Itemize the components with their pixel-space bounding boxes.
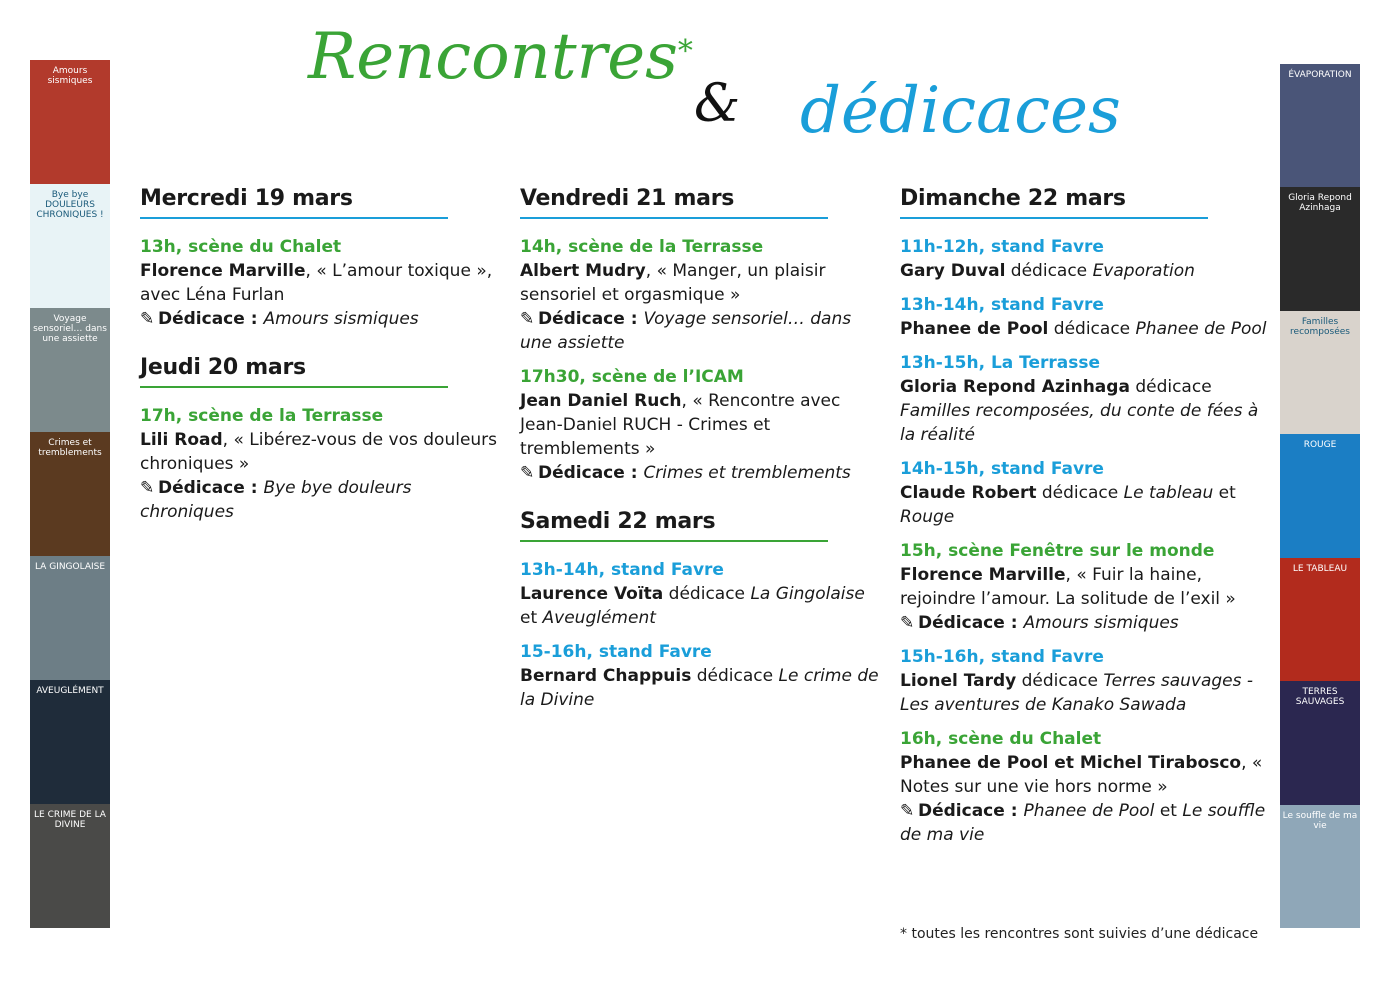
- event-description: [900, 375, 1270, 447]
- day-gap: [140, 341, 500, 355]
- book-cover: Le souffle de ma vie: [1280, 805, 1360, 928]
- event-description: [900, 259, 1270, 283]
- event-time-place: 13h-14h, stand Favre: [900, 295, 1104, 315]
- dedicace-label: Dédicace :: [158, 309, 264, 329]
- column-3: [900, 186, 1270, 857]
- event-author: Florence Marville: [900, 565, 1066, 585]
- dedicace-label: Dédicace :: [918, 613, 1024, 633]
- day-title: Mercredi 19 mars: [140, 186, 353, 211]
- book-title: Voyage sensoriel… dans une assiette: [520, 309, 852, 353]
- event-description: [520, 389, 880, 461]
- event-text: , « L’amour toxique », avec Léna Furlan: [140, 261, 493, 305]
- book-cover: ROUGE: [1280, 434, 1360, 557]
- event-time-place: 16h, scène du Chalet: [900, 729, 1102, 749]
- event-description: [140, 259, 500, 307]
- event-author: Lili Road: [140, 430, 223, 450]
- day-underline: [900, 217, 1208, 219]
- dedicace-label: Dédicace :: [918, 801, 1024, 821]
- event-description: [520, 664, 880, 712]
- event-time-place: 15h, scène Fenêtre sur le monde: [900, 541, 1215, 561]
- event-text: et: [1154, 801, 1183, 821]
- event-text: , « Notes sur une vie hors norme »: [900, 753, 1263, 797]
- book-title: Phanee de Pool: [1023, 801, 1155, 821]
- book-covers-left: [30, 60, 110, 928]
- event-author: Jean Daniel Ruch: [520, 391, 682, 411]
- pen-icon: ✎: [140, 478, 155, 498]
- book-title: Le tableau: [1123, 483, 1214, 503]
- event-author: Laurence Voïta: [520, 584, 664, 604]
- event: [900, 727, 1270, 847]
- event-text: dédicace: [1016, 671, 1104, 691]
- book-title: Bye bye douleurs chroniques: [140, 478, 412, 522]
- title-rencontres: Rencontres*: [308, 20, 693, 94]
- event-text: dédicace: [1005, 261, 1093, 281]
- event: [520, 558, 880, 630]
- dedicace-line: [520, 461, 880, 485]
- book-title: Aveuglément: [542, 608, 656, 628]
- dedicace-label: Dédicace :: [538, 309, 644, 329]
- book-cover: Crimes et tremblements: [30, 432, 110, 556]
- book-cover: LE CRIME DE LA DIVINE: [30, 804, 110, 928]
- pen-icon: ✎: [900, 613, 915, 633]
- dedicace-line: [140, 307, 500, 331]
- book-title: La Gingolaise: [750, 584, 865, 604]
- book-title: Amours sismiques: [263, 309, 419, 329]
- dedicace-label: Dédicace :: [538, 463, 644, 483]
- event-time-place: 14h, scène de la Terrasse: [520, 237, 764, 257]
- event-author: Lionel Tardy: [900, 671, 1017, 691]
- event-time-place: 13h-14h, stand Favre: [520, 560, 724, 580]
- day-underline: [520, 217, 828, 219]
- day-underline: [520, 540, 828, 542]
- event: [900, 539, 1270, 635]
- event-description: [900, 317, 1270, 341]
- event-author: Florence Marville: [140, 261, 306, 281]
- event-text: et: [1213, 483, 1236, 503]
- event-author: Phanee de Pool et Michel Tirabosco: [900, 753, 1242, 773]
- event-text: dédicace: [1036, 483, 1124, 503]
- event-text: , « Libérez-vous de vos douleurs chroniques »: [140, 430, 498, 474]
- day-underline: [140, 386, 448, 388]
- day-gap: [520, 495, 880, 509]
- book-cover: AVEUGLÉMENT: [30, 680, 110, 804]
- event: [900, 235, 1270, 283]
- event-time-place: 15-16h, stand Favre: [520, 642, 712, 662]
- event: [520, 640, 880, 712]
- book-cover: Gloria Repond Azinhaga: [1280, 187, 1360, 310]
- pen-icon: ✎: [900, 801, 915, 821]
- event-text: , « Rencontre avec Jean-Daniel RUCH - Crimes et tremblements »: [520, 391, 841, 459]
- day-title: Vendredi 21 mars: [520, 186, 735, 211]
- event-text: dédicace: [691, 666, 779, 686]
- footnote: * toutes les rencontres sont suivies d’une dédicace: [900, 926, 1259, 942]
- event-description: [900, 563, 1270, 611]
- book-cover: Bye bye DOULEURS CHRONIQUES !: [30, 184, 110, 308]
- title-asterisk: *: [677, 34, 693, 69]
- event: [900, 457, 1270, 529]
- day-title: Samedi 22 mars: [520, 509, 716, 534]
- title-ampersand: &: [694, 74, 741, 134]
- event: [900, 293, 1270, 341]
- day-title: Dimanche 22 mars: [900, 186, 1126, 211]
- event-time-place: 14h-15h, stand Favre: [900, 459, 1104, 479]
- book-cover: Familles recomposées: [1280, 311, 1360, 434]
- column-1: [140, 186, 500, 534]
- book-cover: TERRES SAUVAGES: [1280, 681, 1360, 804]
- event-time-place: 13h-15h, La Terrasse: [900, 353, 1101, 373]
- event-text: , « Manger, un plaisir sensoriel et orgasmique »: [520, 261, 826, 305]
- title-dedicaces: dédicaces: [800, 74, 1121, 148]
- event-time-place: 13h, scène du Chalet: [140, 237, 342, 257]
- event-author: Albert Mudry: [520, 261, 646, 281]
- event-text: dédicace: [663, 584, 751, 604]
- event-text: dédicace: [1048, 319, 1136, 339]
- event: [900, 645, 1270, 717]
- event-author: Claude Robert: [900, 483, 1037, 503]
- pen-icon: ✎: [140, 309, 155, 329]
- day-title: Jeudi 20 mars: [140, 355, 306, 380]
- event-text: , « Fuir la haine, rejoindre l’amour. La solitude de l’exil »: [900, 565, 1236, 609]
- event-description: [900, 481, 1270, 529]
- event-time-place: 15h-16h, stand Favre: [900, 647, 1104, 667]
- book-title: Amours sismiques: [1023, 613, 1179, 633]
- day-underline: [140, 217, 448, 219]
- event: [520, 365, 880, 485]
- event-text: et: [520, 608, 543, 628]
- book-title: Crimes et tremblements: [643, 463, 851, 483]
- event-time-place: 17h30, scène de l’ICAM: [520, 367, 744, 387]
- dedicace-label: Dédicace :: [158, 478, 264, 498]
- dedicace-line: [140, 476, 500, 524]
- book-title: Le crime de la Divine: [520, 666, 879, 710]
- book-cover: LE TABLEAU: [1280, 558, 1360, 681]
- pen-icon: ✎: [520, 309, 535, 329]
- event: [520, 235, 880, 355]
- book-title: Familles recomposées, du conte de fées à la réalité: [900, 401, 1259, 445]
- book-cover: Amours sismiques: [30, 60, 110, 184]
- book-title: Terres sauvages - Les aventures de Kanako Sawada: [900, 671, 1254, 715]
- dedicace-line: [900, 611, 1270, 635]
- book-title: Le souffle de ma vie: [900, 801, 1266, 845]
- book-title: Rouge: [900, 507, 955, 527]
- event-time-place: 11h-12h, stand Favre: [900, 237, 1104, 257]
- event: [140, 235, 500, 331]
- event-description: [520, 582, 880, 630]
- event-description: [900, 751, 1270, 799]
- event-description: [520, 259, 880, 307]
- dedicace-line: [900, 799, 1270, 847]
- column-2: [520, 186, 880, 722]
- book-covers-right: [1280, 64, 1360, 928]
- book-cover: Voyage sensoriel… dans une assiette: [30, 308, 110, 432]
- event-author: Bernard Chappuis: [520, 666, 692, 686]
- event: [900, 351, 1270, 447]
- dedicace-line: [520, 307, 880, 355]
- event-description: [900, 669, 1270, 717]
- event: [140, 404, 500, 524]
- book-cover: ÉVAPORATION: [1280, 64, 1360, 187]
- event-author: Gloria Repond Azinhaga: [900, 377, 1130, 397]
- event-text: dédicace: [1129, 377, 1212, 397]
- event-author: Gary Duval: [900, 261, 1006, 281]
- event-time-place: 17h, scène de la Terrasse: [140, 406, 384, 426]
- book-title: Phanee de Pool: [1135, 319, 1267, 339]
- book-title: Evaporation: [1092, 261, 1195, 281]
- event-description: [140, 428, 500, 476]
- book-cover: LA GINGOLAISE: [30, 556, 110, 680]
- pen-icon: ✎: [520, 463, 535, 483]
- event-author: Phanee de Pool: [900, 319, 1049, 339]
